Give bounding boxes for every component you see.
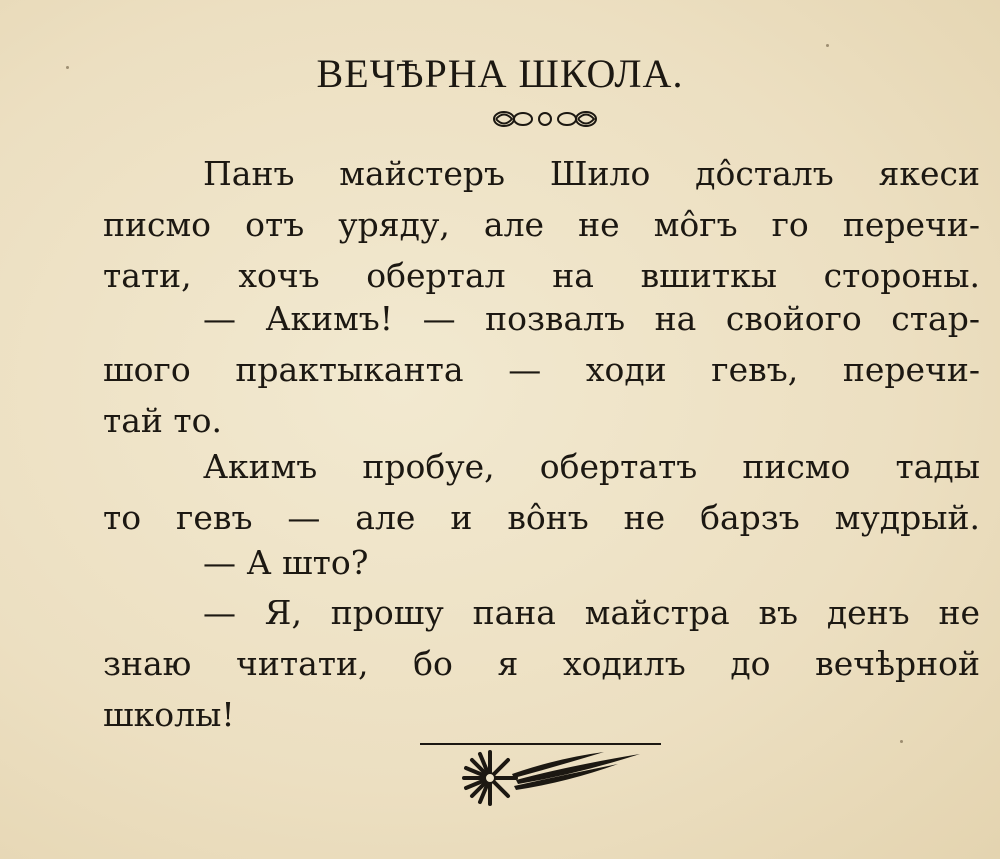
text-line: — Я, прошу пана майстра въ денъ не xyxy=(203,593,980,632)
paper-speck xyxy=(900,740,903,743)
text-line: тати, хочъ обертал на вшиткы стороны. xyxy=(103,256,980,295)
paragraph-5 xyxy=(103,587,980,740)
text-line: — А што? xyxy=(203,543,369,582)
paragraph-4 xyxy=(103,537,980,588)
text-line: — Акимъ! — позвалъ на свойого стар- xyxy=(203,299,980,338)
text-line: писмо отъ уряду, але не мôгъ го перечи- xyxy=(103,205,980,244)
text-line: Панъ майстеръ Шило дôсталъ якеси xyxy=(203,154,980,193)
paragraph-3 xyxy=(103,441,980,543)
chain-flourish-icon xyxy=(490,106,600,132)
paragraph-2 xyxy=(103,293,980,446)
page-title: ВЕЧѢРНА ШКОЛА. xyxy=(316,51,684,96)
text-line: тай то. xyxy=(103,401,223,440)
text-line: школы! xyxy=(103,695,235,734)
text-line: то гевъ — але и вôнъ не барзъ мудрый. xyxy=(103,498,980,537)
text-line: знаю читати, бо я ходилъ до вечѣрной xyxy=(103,644,980,683)
paper-speck xyxy=(66,66,69,69)
text-line: шого практыканта — ходи гевъ, перечи- xyxy=(103,350,980,389)
text-line: Акимъ пробуе, обертатъ писмо тады xyxy=(203,447,980,486)
paper-speck xyxy=(826,44,829,47)
paragraph-1 xyxy=(103,148,980,301)
flower-swash-icon xyxy=(418,738,663,810)
